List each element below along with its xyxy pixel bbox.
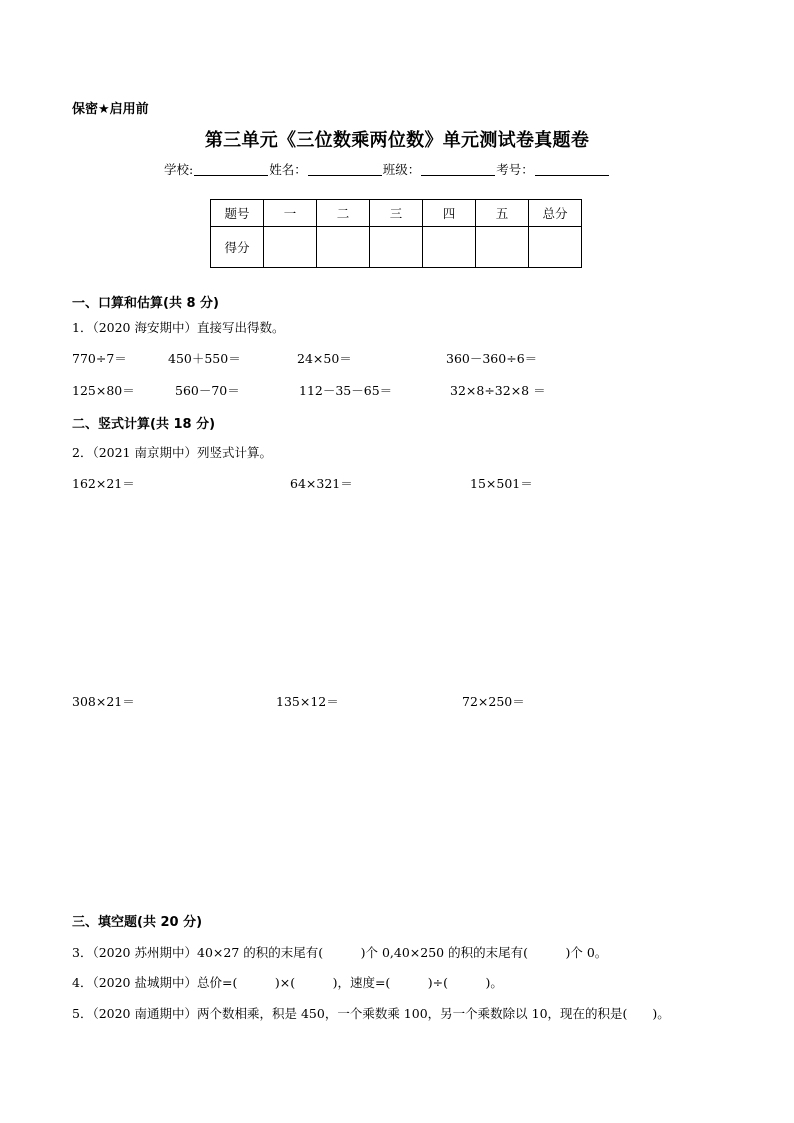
name-field xyxy=(269,160,383,178)
name-label: 姓名： xyxy=(269,162,307,177)
score-cell[interactable] xyxy=(370,227,423,268)
school-field xyxy=(164,160,269,178)
score-table-header-cell: 三 xyxy=(370,200,423,227)
vertical-calc-item: 308×21＝ xyxy=(72,694,135,709)
oral-calc-item: 112－35－65＝ xyxy=(299,383,393,398)
vertical-calc-item: 135×12＝ xyxy=(276,694,339,709)
score-table-header-cell: 一 xyxy=(264,200,317,227)
score-cell[interactable] xyxy=(476,227,529,268)
oral-calc-item: 24×50＝ xyxy=(297,351,352,366)
question-text: 1．（2020 海安期中）直接写出得数。 xyxy=(72,320,285,335)
vertical-calc-item: 72×250＝ xyxy=(462,694,525,709)
score-row-label: 得分 xyxy=(211,227,264,268)
class-field xyxy=(383,160,497,178)
exam-number-blank[interactable] xyxy=(535,161,609,176)
oral-calc-item: 560－70＝ xyxy=(175,383,240,398)
class-blank[interactable] xyxy=(421,161,495,176)
oral-calc-item: 125×80＝ xyxy=(72,383,135,398)
score-cell[interactable] xyxy=(317,227,370,268)
section-heading: 一、口算和估算(共 8 分) xyxy=(72,296,219,311)
vertical-calc-item: 162×21＝ xyxy=(72,476,135,491)
score-table-header-cell: 二 xyxy=(317,200,370,227)
school-blank[interactable] xyxy=(194,161,268,176)
score-table-score-row xyxy=(211,227,582,268)
vertical-calc-item: 15×501＝ xyxy=(470,476,533,491)
section-heading: 二、竖式计算(共 18 分) xyxy=(72,417,216,432)
vertical-calc-item: 64×321＝ xyxy=(290,476,353,491)
student-info-line xyxy=(164,160,610,178)
score-table-header-cell: 总分 xyxy=(529,200,582,227)
score-table xyxy=(210,199,582,268)
oral-calc-item: 450＋550＝ xyxy=(168,351,241,366)
score-cell[interactable] xyxy=(529,227,582,268)
score-table-header-row xyxy=(211,200,582,227)
oral-calc-item: 32×8÷32×8 ＝ xyxy=(450,383,546,398)
section-heading: 三、填空题(共 20 分) xyxy=(72,915,203,930)
oral-calc-item: 770÷7＝ xyxy=(72,351,127,366)
score-table-header-cell: 题号 xyxy=(211,200,264,227)
question-text: 4．（2020 盐城期中）总价=( )×( )，速度=( )÷( )。 xyxy=(72,975,503,990)
question-text: 2．（2021 南京期中）列竖式计算。 xyxy=(72,445,272,460)
confidential-label: 保密★启用前 xyxy=(72,102,149,117)
question-text: 5．（2020 南通期中）两个数相乘，积是 450，一个乘数乘 100，另一个乘数除以 10，现在的积是( )。 xyxy=(72,1006,670,1021)
exam-number-field xyxy=(496,160,610,178)
score-cell[interactable] xyxy=(264,227,317,268)
question-text: 3．（2020 苏州期中）40×27 的积的末尾有( )个 0,40×250 的积的末尾有( )个 0。 xyxy=(72,945,608,960)
score-table-header-cell: 五 xyxy=(476,200,529,227)
name-blank[interactable] xyxy=(308,161,382,176)
oral-calc-item: 360－360÷6＝ xyxy=(446,351,538,366)
score-cell[interactable] xyxy=(423,227,476,268)
score-table-header-cell: 四 xyxy=(423,200,476,227)
page-title: 第三单元《三位数乘两位数》单元测试卷真题卷 xyxy=(204,130,590,151)
exam-number-label: 考号： xyxy=(496,162,534,177)
school-label: 学校: xyxy=(164,162,194,177)
class-label: 班级： xyxy=(382,162,421,177)
